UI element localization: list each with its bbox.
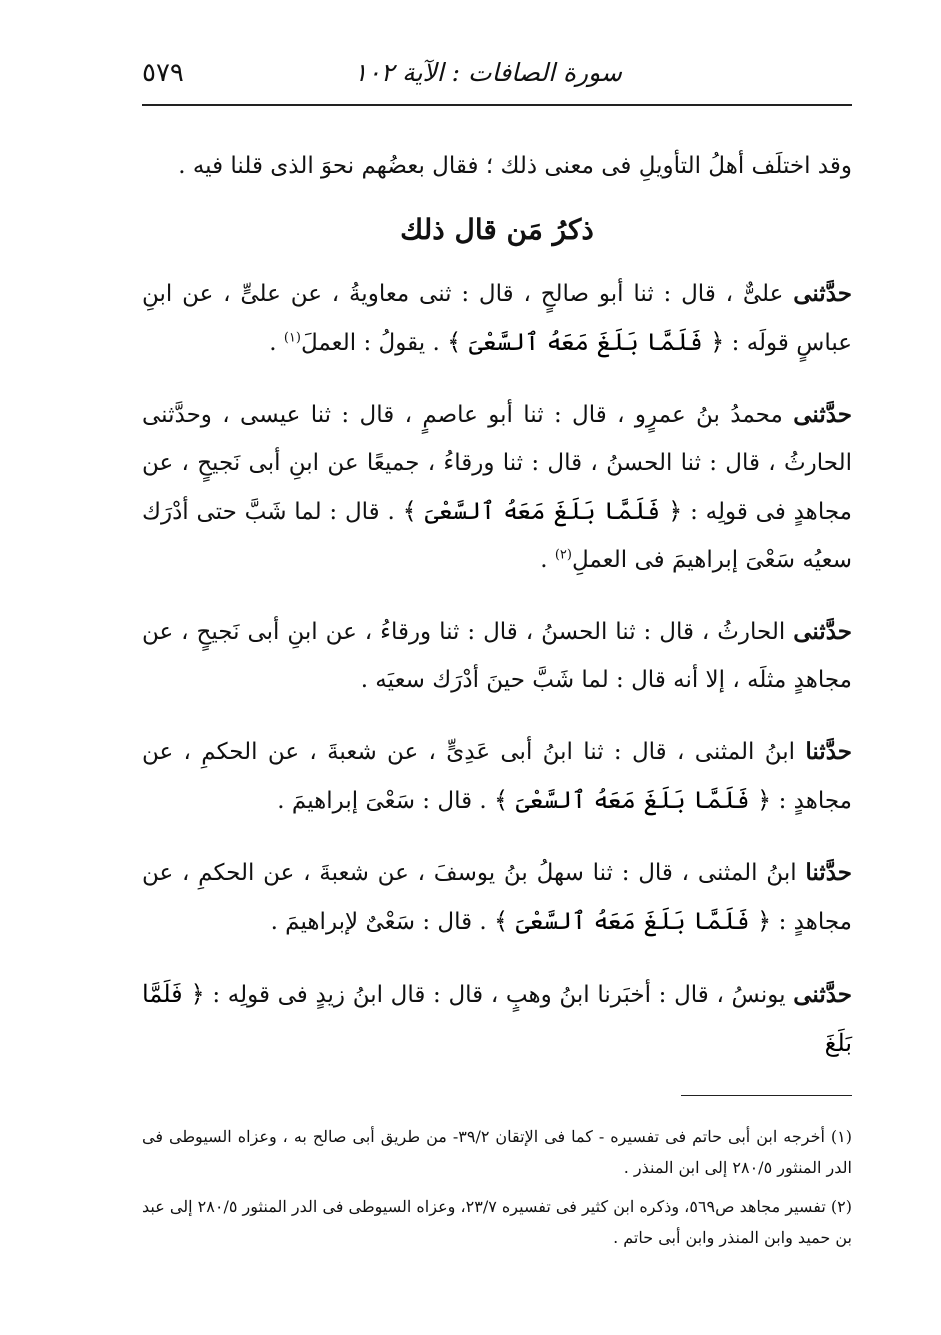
narration-text: علىٌّ ، قال : ثنا أبو صالحٍ ، قال : ثنى معاويةُ ، عن علىٍّ ، عن ابنِ عباسٍ قولَه : (142, 281, 852, 356)
quran-verse: ﴿ فَلَمَّا بَلَغَ (142, 980, 852, 1057)
footnote: (٢) تفسير مجاهد ص٥٦٩، وذكره ابن كثير فى تفسيره ٢٣/٧، وعزاه السيوطى فى الدر المنثور ٢٨٠/٥ إلى عبد بن حميد وابن المنذر وابن أبى حاتم . (142, 1197, 852, 1247)
narration-text: يونسُ ، قال : أخبَرنا ابنُ وهبٍ ، قال : قال ابنُ زيدٍ فى قولِه : (212, 982, 786, 1008)
intro-paragraph: وقد اختلَف أهلُ التأويلِ فى معنى ذلك ؛ فقال بعضُهم نحوَ الذى قلنا فيه . (178, 153, 852, 179)
narration-paragraph (142, 270, 852, 367)
quran-verse: ﴿ فَلَمَّا بَلَغَ مَعَهُ ٱلسَّعْىَ ﴾ (447, 328, 725, 356)
narration-lead: حدَّثنى (793, 981, 853, 1008)
narration-after: . قال : سَعْىَ إبراهيمَ . (277, 788, 487, 814)
narration-lead: حدَّثنى (793, 618, 852, 645)
narration-text: محمدُ بنُ عمرٍو ، قال : ثنا أبو عاصمٍ ، قال : ثنا عيسى ، وحدَّثنى الحارثُ ، قال : ثنا الحسنُ ، قال : ثنا ورقاءُ ، جميعًا عن ابنِ أبى نَجيحٍ ، عن مجاهدٍ فى قولِه : (142, 402, 852, 525)
quran-verse: ﴿ فَلَمَّا بَلَغَ مَعَهُ ٱلسَّعْىَ ﴾ (494, 907, 772, 935)
page-header (142, 56, 852, 96)
quran-verse: ﴿ فَلَمَّا بَلَغَ مَعَهُ ٱلسَّعْىَ ﴾ (494, 786, 772, 814)
narration-paragraph (142, 391, 852, 584)
narration-paragraph (142, 849, 852, 946)
section-heading: ذكرُ مَن قال ذلك (400, 213, 594, 246)
narration-lead: حدَّثنا (805, 859, 852, 886)
narration-lead: حدَّثنا (805, 738, 852, 765)
narration-after: . يقولُ : العملَ (300, 330, 440, 356)
narration-end: . (269, 330, 277, 356)
page-number: ٥٧٩ (142, 58, 184, 88)
narration-paragraph (142, 970, 852, 1068)
narration-lead: حدَّثنى (793, 401, 853, 428)
narration-after: . قال : لما شَبَّ حتى أدْرَك سعيُه سَعْىَ إبراهيمَ فى العملِ (142, 499, 852, 573)
narration-lead: حدَّثنى (793, 280, 852, 307)
footnote-rule (681, 1095, 852, 1096)
narration-paragraph (142, 608, 852, 704)
narration-after: . قال : سَعْىٌ لإبراهيمَ . (270, 909, 487, 935)
header-rule (142, 104, 852, 106)
narration-text: الحارثُ ، قال : ثنا الحسنُ ، قال : ثنا ورقاءُ ، عن ابنِ أبى نَجيحٍ ، عن مجاهدٍ مثلَه ، إلا أنه قال : لما شَبَّ حينَ أدْرَك سعيَه . (142, 619, 852, 693)
narration-paragraph (142, 728, 852, 825)
footnotes (142, 1121, 852, 1261)
main-text (142, 142, 852, 1092)
running-title: سورة الصافات : الآية ١٠٢ (353, 58, 622, 87)
footnote-ref[interactable]: (١) (283, 330, 301, 346)
narration-text: ابنُ المثنى ، قال : ثنا ابنُ أبى عَدِىٍّ ، عن شعبةَ ، عن الحكمِ ، عن مجاهدٍ : (142, 739, 852, 814)
narration-text: ابنُ المثنى ، قال : ثنا سهلُ بنُ يوسفَ ، عن شعبةَ ، عن الحكمِ ، عن مجاهدٍ : (142, 860, 852, 935)
footnote: (١) أخرجه ابن أبى حاتم فى تفسيره - كما فى الإتقان ٣٩/٢- من طريق أبى صالح به ، وعزاه السيوطى فى الدر المنثور ٢٨٠/٥ إلى ابن المنذر . (142, 1127, 852, 1177)
narration-end: . (540, 547, 548, 573)
quran-verse: ﴿ فَلَمَّا بَلَغَ مَعَهُ ٱلسَّعْىَ ﴾ (402, 497, 683, 525)
footnote-ref[interactable]: (٢) (554, 547, 572, 563)
